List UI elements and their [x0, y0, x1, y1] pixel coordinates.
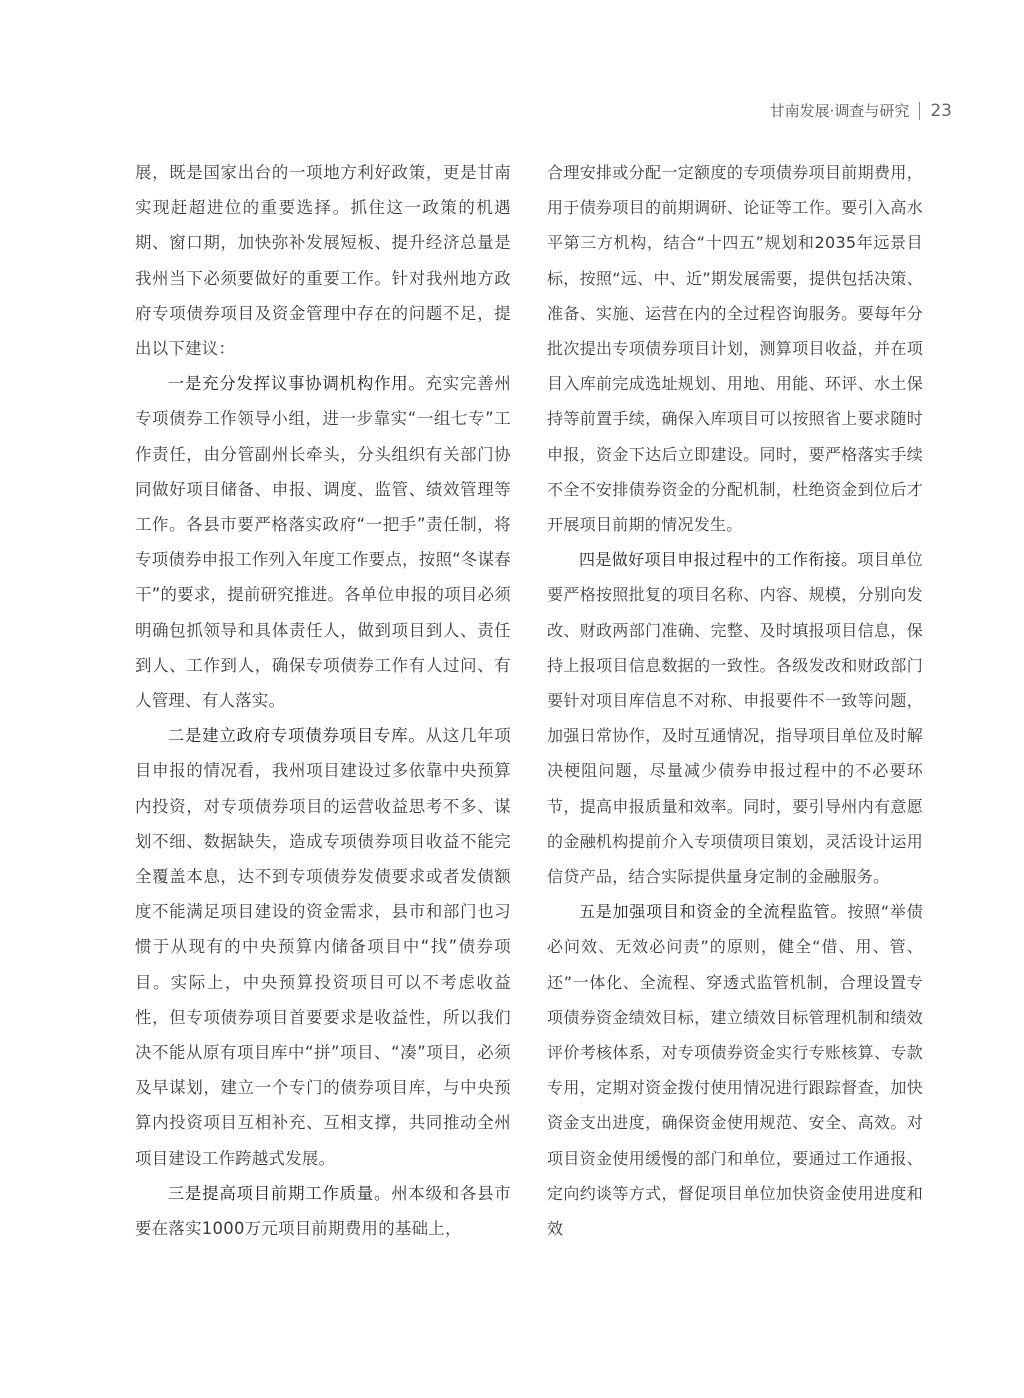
paragraph-suggestion-1: [135, 366, 511, 718]
paragraph-suggestion-4: [547, 542, 923, 894]
article-body: [135, 155, 923, 1305]
paragraph-suggestion-3-continued: [547, 155, 923, 542]
page-number: 23: [930, 100, 952, 121]
paragraph-suggestion-3: [135, 1176, 511, 1246]
header-divider: [919, 102, 920, 120]
paragraph-text: 展，既是国家出台的一项地方利好政策，更是甘南实现赶超进位的重要选择。抓住这一政策的机遇期、窗口期，加快弥补发展短板、提升经济总量是我州当下必须要做好的重要工作。针对我州地方政府专项债券项目及资金管理中存在的问题不足，提出以下建议：: [135, 163, 511, 359]
paragraph-lead: 一是充分发挥议事协调机构作用。: [167, 374, 426, 394]
paragraph-lead: 四是做好项目申报过程中的工作衔接。: [579, 550, 858, 570]
paragraph-text: 充实完善州专项债券工作领导小组，进一步靠实“一组七专”工作责任，由分管副州长牵头，分头组织有关部门协同做好项目储备、申报、调度、监管、绩效管理等工作。各县市要严格落实政府“一把手”责任制，将专项债券申报工作列入年度工作要点，按照“冬谋春干”的要求，提前研究推进。各单位申报的项目必须明确包抓领导和具体责任人，做到项目到人、责任到人、工作到人，确保专项债券工作有人过问、有人管理、有人落实。: [135, 374, 511, 711]
paragraph-text: 州本级和各县市要在落实1000万元项目前期费用的基础上，: [135, 1183, 511, 1239]
paragraph-lead: 三是提高项目前期工作质量。: [167, 1183, 392, 1203]
right-column: [547, 155, 923, 1305]
left-column: [135, 155, 511, 1305]
paragraph-text: 合理安排或分配一定额度的专项债券项目前期费用，用于债券项目的前期调研、论证等工作。要引入高水平第三方机构，结合“十四五”规划和2035年远景目标，按照“远、中、近”期发展需要，提供包括决策、准备、实施、运营在内的全过程咨询服务。要每年分批次提出专项债券项目计划，测算项目收益，并在项目入库前完成选址规划、用地、用能、环评、水土保持等前置手续，确保入库项目可以按照省上要求随时申报，资金下达后立即建设。同时，要严格落实手续不全不安排债券资金的分配机制，杜绝资金到位后才开展项目前期的情况发生。: [547, 163, 923, 535]
journal-section-title: 甘南发展·调查与研究: [769, 102, 910, 120]
paragraph-suggestion-5: [547, 894, 923, 1246]
paragraph-lead: 五是加强项目和资金的全流程监管。: [579, 902, 848, 922]
paragraph-suggestion-2: [135, 718, 511, 1176]
paragraph-intro-continued: [135, 155, 511, 366]
paragraph-lead: 二是建立政府专项债券项目专库。: [167, 726, 426, 746]
paragraph-text: 从这几年项目申报的情况看，我州项目建设过多依靠中央预算内投资，对专项债券项目的运营收益思考不多、谋划不细、数据缺失，造成专项债券项目收益不能完全覆盖本息，达不到专项债券发债要求或者发债额度不能满足项目建设的资金需求，县市和部门也习惯于从现有的中央预算内储备项目中“找”债券项目。实际上，中央预算投资项目可以不考虑收益性，但专项债券项目首要要求是收益性，所以我们决不能从原有项目库中“拼”项目、“凑”项目，必须及早谋划，建立一个专门的债券项目库，与中央预算内投资项目互相补充、互相支撑，共同推动全州项目建设工作跨越式发展。: [135, 726, 511, 1168]
paragraph-text: 按照“举债必问效、无效必问责”的原则，健全“借、用、管、还”一体化、全流程、穿透式监管机制，合理设置专项债券资金绩效目标，建立绩效目标管理机制和绩效评价考核体系，对专项债券资金实行专账核算、专款专用，定期对资金拨付使用情况进行跟踪督查，加快资金支出进度，确保资金使用规范、安全、高效。对项目资金使用缓慢的部门和单位，要通过工作通报、定向约谈等方式，督促项目单位加快资金使用进度和效: [547, 902, 923, 1239]
paragraph-text: 项目单位要严格按照批复的项目名称、内容、规模，分别向发改、财政两部门准确、完整、及时填报项目信息，保持上报项目信息数据的一致性。各级发改和财政部门要针对项目库信息不对称、申报要件不一致等问题，加强日常协作，及时互通情况，指导项目单位及时解决梗阻问题，尽量减少债券申报过程中的不必要环节，提高申报质量和效率。同时，要引导州内有意愿的金融机构提前介入专项债项目策划，灵活设计运用信贷产品，结合实际提供量身定制的金融服务。: [547, 550, 923, 887]
running-header: [770, 100, 952, 121]
